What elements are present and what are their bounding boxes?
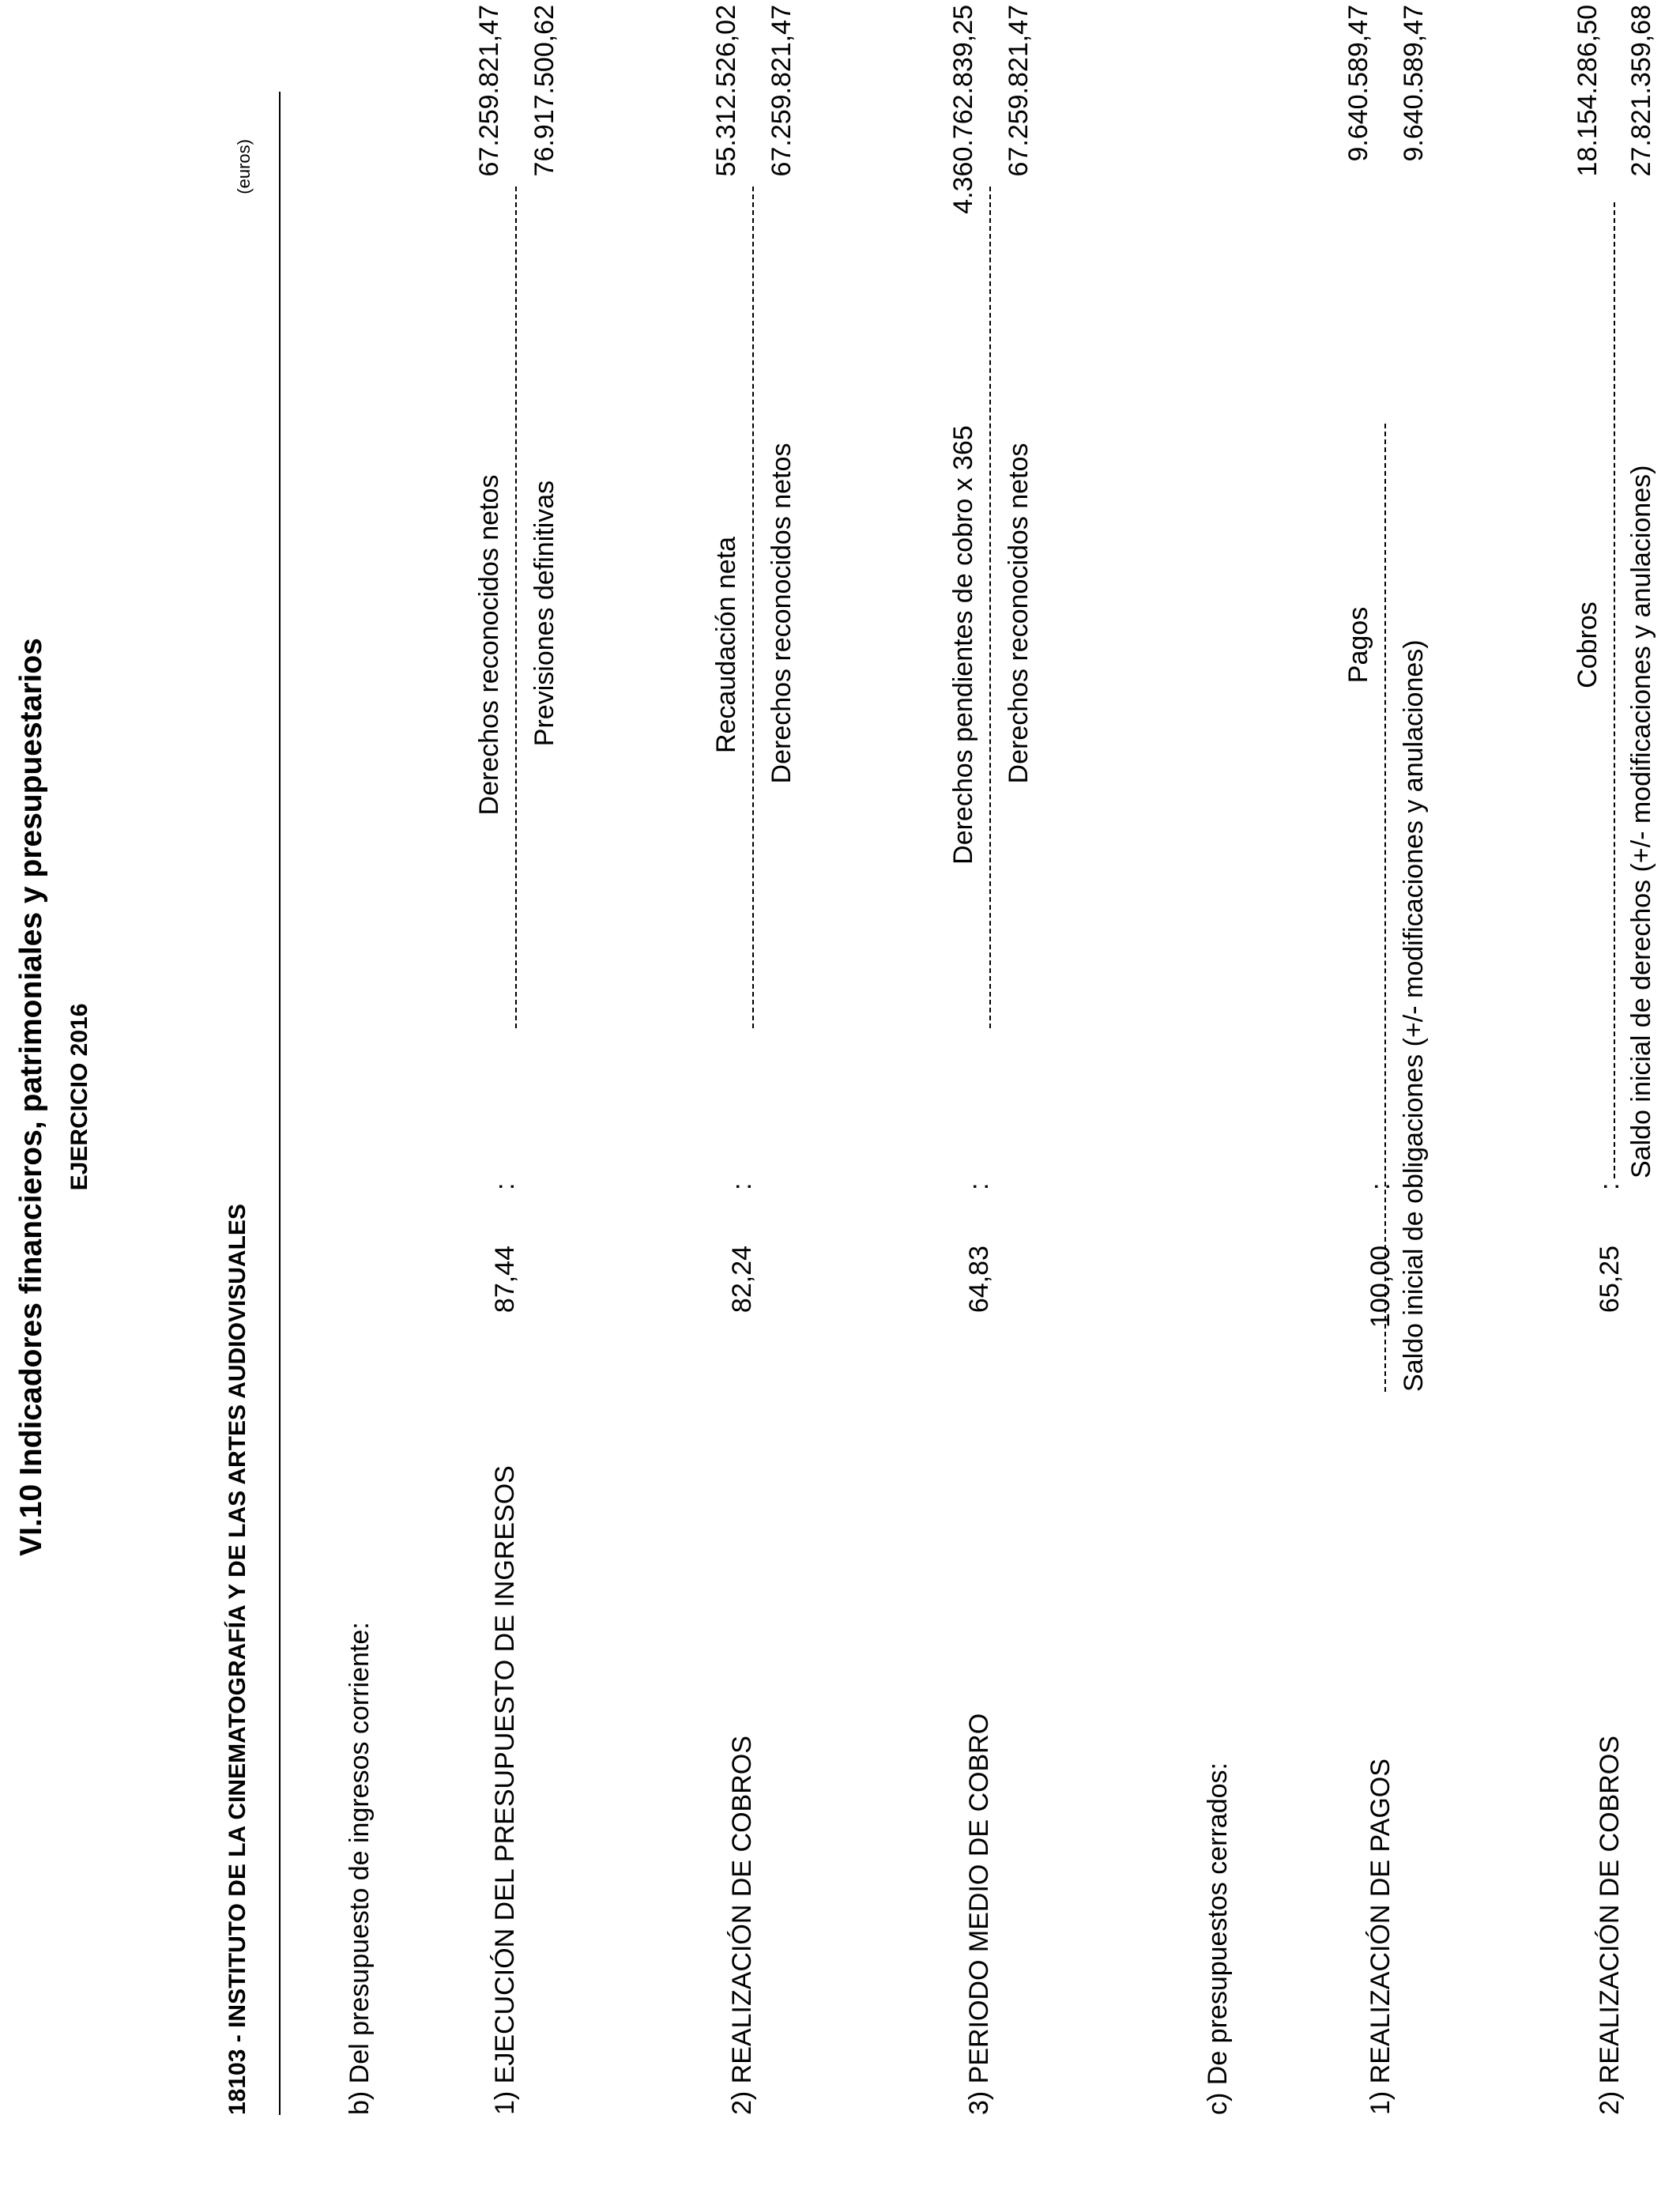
denominator-amount: 76.917.500,62 xyxy=(529,5,559,177)
numerator-text: Derechos pendientes de cobro x 365 xyxy=(948,425,978,865)
fraction-dash-line xyxy=(515,187,517,1028)
indicator-label: 2) REALIZACIÓN DE COBROS xyxy=(727,1736,757,2115)
fiscal-year-subtitle: EJERCICIO 2016 xyxy=(66,1003,92,1191)
indicator-label: 2) REALIZACIÓN DE COBROS xyxy=(1595,1736,1625,2115)
numerator-text: Pagos xyxy=(1343,606,1373,684)
fraction-dash-line xyxy=(752,187,754,1028)
units-label: (euros) xyxy=(234,139,254,194)
denominator-text: Saldo inicial de obligaciones (+/- modificaciones y anulaciones) xyxy=(1399,639,1429,1392)
fraction-dash-line xyxy=(1614,202,1615,1178)
indicator-value: 82,24 xyxy=(727,1246,757,1314)
indicator-label: 3) PERIODO MEDIO DE COBRO xyxy=(964,1713,994,2115)
fraction-dash-line xyxy=(989,187,991,1028)
denominator-amount: 67.259.821,47 xyxy=(767,5,797,177)
denominator-amount: 9.640.589,47 xyxy=(1399,5,1429,162)
denominator-amount: 27.821.359,68 xyxy=(1626,5,1656,177)
section-c-heading: c) De presupuestos cerrados: xyxy=(1203,1762,1233,2115)
indicator-value: 65,25 xyxy=(1595,1246,1625,1314)
denominator-text: Previsiones definitivas xyxy=(529,480,559,747)
numerator-amount: 4.360.762.839,25 xyxy=(948,5,978,214)
header-rule xyxy=(279,92,281,2115)
denominator-text: Derechos reconocidos netos xyxy=(1004,443,1034,784)
indicator-label: 1) EJECUCIÓN DEL PRESUPUESTO DE INGRESOS xyxy=(490,1465,520,2115)
numerator-amount: 67.259.821,47 xyxy=(474,5,504,177)
indicator-value: 100,00 xyxy=(1365,1246,1396,1328)
document-title: VI.10 Indicadores financieros, patrimoniales y presupuestarios xyxy=(14,638,48,1556)
numerator-text: Recaudación neta xyxy=(711,536,741,754)
section-b-heading: b) Del presupuesto de ingresos corriente: xyxy=(345,1622,375,2115)
colon: : xyxy=(727,1182,757,1190)
colon: : xyxy=(490,1182,520,1190)
denominator-amount: 67.259.821,47 xyxy=(1004,5,1034,177)
indicator-value: 64,83 xyxy=(964,1246,994,1314)
denominator-text: Derechos reconocidos netos xyxy=(767,443,797,784)
numerator-amount: 9.640.589,47 xyxy=(1343,5,1373,162)
numerator-text: Cobros xyxy=(1573,601,1603,688)
entity-name: 18103 - INSTITUTO DE LA CINEMATOGRAFÍA Y DE LAS ARTES AUDIOVISUALES xyxy=(224,1204,250,2115)
fraction-dash-line xyxy=(1384,424,1386,1392)
colon: : xyxy=(964,1182,994,1190)
colon: : xyxy=(1365,1182,1396,1190)
indicator-value: 87,44 xyxy=(490,1246,520,1314)
colon: : xyxy=(1595,1182,1625,1190)
indicator-label: 1) REALIZACIÓN DE PAGOS xyxy=(1365,1759,1396,2115)
numerator-amount: 18.154.286,50 xyxy=(1573,5,1603,177)
denominator-text: Saldo inicial de derechos (+/- modificaciones y anulaciones) xyxy=(1626,465,1656,1178)
numerator-text: Derechos reconocidos netos xyxy=(474,474,504,816)
numerator-amount: 55.312.526,02 xyxy=(711,5,741,177)
